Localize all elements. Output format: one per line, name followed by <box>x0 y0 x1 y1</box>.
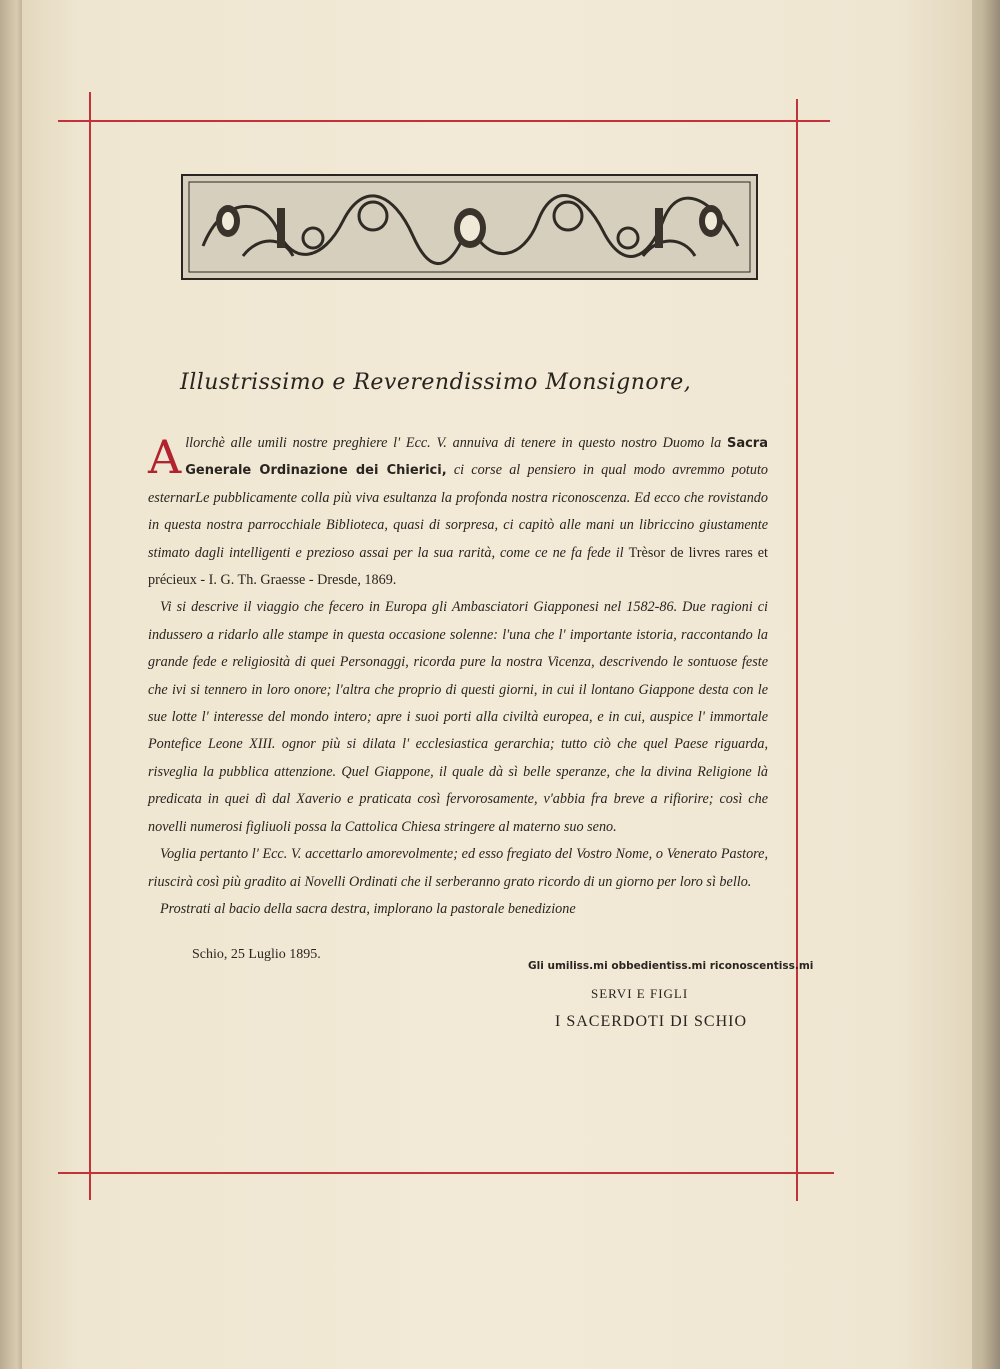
servants-line: SERVI E FIGLI <box>591 986 689 1001</box>
paragraph-1-lead: llorchè alle umili nostre preghiere l' Ecc. V. annuiva di tenere in questo nostro Duomo la <box>185 435 727 451</box>
paragraph-1-middle: ci corse al pensiero in qual modo avremmo potuto esternarLe pubblicamente colla più viva esultanza la profonda nostra riconoscenza. Ed ecco che rovistando in questa nostra parrocchiale Biblioteca, quasi di sorpresa, ci capitò alle mani un libriccino giustamente stimato dagli intelligenti e prezioso assai per la sua rarità, come ce ne fa fede il <box>148 462 768 561</box>
paragraph-1-emphasis: Sacra Generale Ordinazione dei Chierici, <box>185 436 768 479</box>
frame-right-rule <box>796 99 798 1201</box>
frame-top-rule <box>58 120 830 122</box>
letter-body <box>148 430 768 923</box>
paragraph-4: Prostrati al bacio della sacra destra, implorano la pastorale benedizione <box>160 900 576 917</box>
frame-bottom-rule <box>58 1172 834 1174</box>
signatories: I SACERDOTI DI SCHIO <box>555 1013 747 1030</box>
paragraph-3: Voglia pertanto l' Ecc. V. accettarlo amorevolmente; ed esso fregiato del Vostro Nome, o Venerato Pastore, riuscirà così più gradito ai Novelli Ordinati che il serberanno grato ricordo di un giorno per loro sì bello. <box>148 846 768 890</box>
arabesque-ornament-icon <box>183 176 756 278</box>
place-date: Schio, 25 Luglio 1895. <box>192 947 321 962</box>
paragraph-2: Vi si descrive il viaggio che fecero in Europa gli Ambasciatori Giapponesi nel 1582-86. Due ragioni ci indussero a ridarlo alle stampe in questa occasione solenne: l'una che l' importante istoria, raccontando la grande fede e religiosità di quei Personaggi, ricorda pure la nostra Vicenza, descrivendo le sontuose feste che ivi si tennero in loro onore; l'altra che proprio di questi giorni, in cui il lontano Giappone desta con le sue lotte l' interesse del mondo intero; apre i suoi porti alla civiltà europea, e in cui, auspice l' immortale Pontefice Leone XIII. ognor più si dilata l' ecclesiastica gerarchia; tutto ciò che quel Paese riguarda, risveglia la pubblica attenzione. Quel Giappone, il quale dà sì belle speranze, che la divina Religione là predicata in quei dì dal Xaverio e praticata così fervorosamente, v'abbia fra breve a rifiorire; così che novelli numerosi figliuoli possa la Cattolica Chiesa stringere al materno suo seno. <box>148 599 768 835</box>
paragraph-1 <box>148 430 768 594</box>
salutation: Illustrissimo e Reverendissimo Monsignore, <box>180 370 692 395</box>
ornamental-banner <box>181 174 758 280</box>
signature-line: Gli umiliss.mi obbedientiss.mi riconoscentiss.mi <box>528 960 814 972</box>
dropcap-letter: A <box>148 430 182 484</box>
paragraph-1-citation: Trèsor de livres rares et précieux - I. G. Th. Graesse - Dresde, 1869. <box>148 544 768 589</box>
frame-left-rule <box>89 92 91 1200</box>
